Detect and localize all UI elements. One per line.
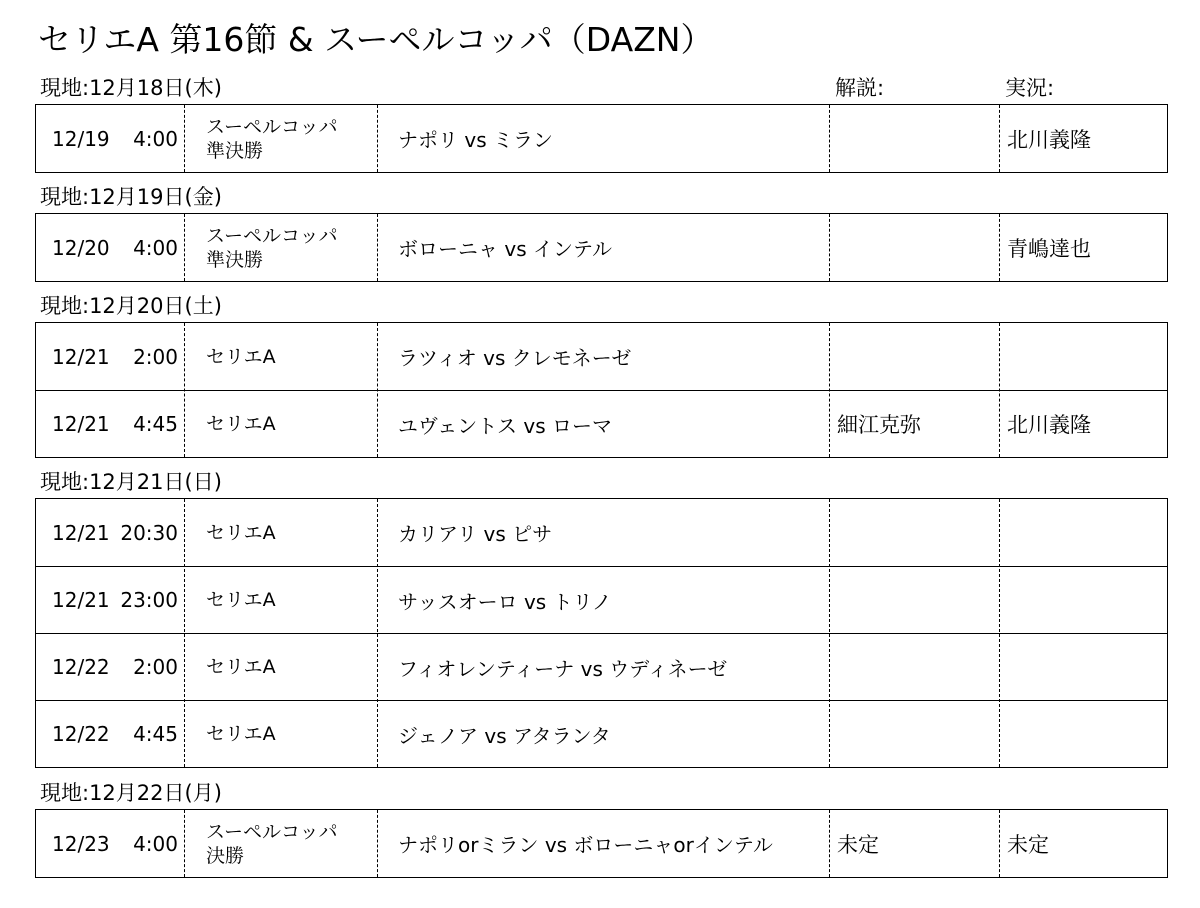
day-header: 現地:12月21日(日) <box>40 470 222 494</box>
play-by-play-column-label: 実況: <box>1005 76 1055 100</box>
match-name: カリアリ vs ピサ <box>398 522 553 546</box>
play-by-play-name: 北川義隆 <box>1007 413 1091 437</box>
competition-cell <box>206 499 276 566</box>
competition-label: スーペルコッパ <box>206 115 338 138</box>
kickoff-time: 4:45 <box>133 412 178 436</box>
competition-label: セリエA <box>206 589 276 611</box>
competition-cell <box>206 567 276 633</box>
match-name: ボローニャ vs インテル <box>398 237 612 261</box>
competition-label: 準決勝 <box>206 139 264 162</box>
day-header: 現地:12月18日(木) <box>40 76 222 100</box>
match-name: サッスオーロ vs トリノ <box>398 589 612 614</box>
competition-label: セリエA <box>206 656 276 678</box>
match-date: 12/19 <box>52 126 110 151</box>
match-date: 12/23 <box>52 831 110 856</box>
schedule-table <box>35 322 1168 458</box>
match-name: フィオレンティーナ vs ウディネーゼ <box>398 656 728 681</box>
competition-cell <box>206 105 338 172</box>
competition-cell <box>206 323 276 390</box>
day-header: 現地:12月22日(月) <box>40 781 222 805</box>
commentator-name: 未定 <box>837 832 879 857</box>
day-header: 現地:12月19日(金) <box>40 185 222 209</box>
table-row <box>36 566 1167 633</box>
competition-label: セリエA <box>206 723 276 745</box>
table-row <box>36 390 1167 457</box>
match-date: 12/21 <box>52 588 110 612</box>
schedule-table <box>35 104 1168 173</box>
match-name: ラツィオ vs クレモネーゼ <box>398 346 632 370</box>
kickoff-time: 2:00 <box>133 344 178 369</box>
match-name: ジェノア vs アタランタ <box>398 723 611 748</box>
competition-cell <box>206 214 338 281</box>
match-date: 12/22 <box>52 722 110 746</box>
competition-cell <box>206 701 276 767</box>
kickoff-time: 4:00 <box>133 831 178 856</box>
competition-label: スーペルコッパ <box>206 820 338 843</box>
table-row <box>36 105 1167 172</box>
play-by-play-name: 北川義隆 <box>1007 127 1091 152</box>
competition-label: セリエA <box>206 413 276 435</box>
table-row <box>36 499 1167 566</box>
competition-label: スーペルコッパ <box>206 224 338 247</box>
kickoff-time: 4:00 <box>133 235 178 260</box>
match-date: 12/21 <box>52 344 110 369</box>
competition-label: セリエA <box>206 521 276 544</box>
table-row <box>36 214 1167 281</box>
match-date: 12/21 <box>52 412 110 436</box>
kickoff-time: 4:00 <box>133 126 178 151</box>
commentator-column-label: 解説: <box>835 76 885 100</box>
table-row <box>36 633 1167 700</box>
competition-label: 決勝 <box>206 844 245 867</box>
competition-label: セリエA <box>206 345 276 368</box>
schedule-table <box>35 498 1168 768</box>
competition-cell <box>206 810 338 877</box>
competition-cell <box>206 634 276 700</box>
kickoff-time: 2:00 <box>133 655 178 679</box>
play-by-play-name: 未定 <box>1007 832 1049 857</box>
match-date: 12/20 <box>52 235 110 260</box>
kickoff-time: 20:30 <box>120 520 178 545</box>
competition-cell <box>206 391 276 457</box>
table-row <box>36 323 1167 390</box>
match-name: ナポリorミラン vs ボローニャorインテル <box>398 833 773 857</box>
match-date: 12/21 <box>52 520 110 545</box>
schedule-table <box>35 213 1168 282</box>
kickoff-time: 4:45 <box>133 722 178 746</box>
competition-label: 準決勝 <box>206 248 264 271</box>
day-header: 現地:12月20日(土) <box>40 294 222 318</box>
play-by-play-name: 青嶋達也 <box>1007 236 1091 261</box>
match-date: 12/22 <box>52 655 110 679</box>
kickoff-time: 23:00 <box>120 588 178 612</box>
table-row <box>36 700 1167 767</box>
commentator-name: 細江克弥 <box>837 413 921 437</box>
match-name: ユヴェントス vs ローマ <box>398 413 612 438</box>
table-row <box>36 810 1167 877</box>
page-title: セリエA 第16節 & スーペルコッパ（DAZN） <box>38 20 714 59</box>
match-name: ナポリ vs ミラン <box>398 128 553 152</box>
schedule-table <box>35 809 1168 878</box>
